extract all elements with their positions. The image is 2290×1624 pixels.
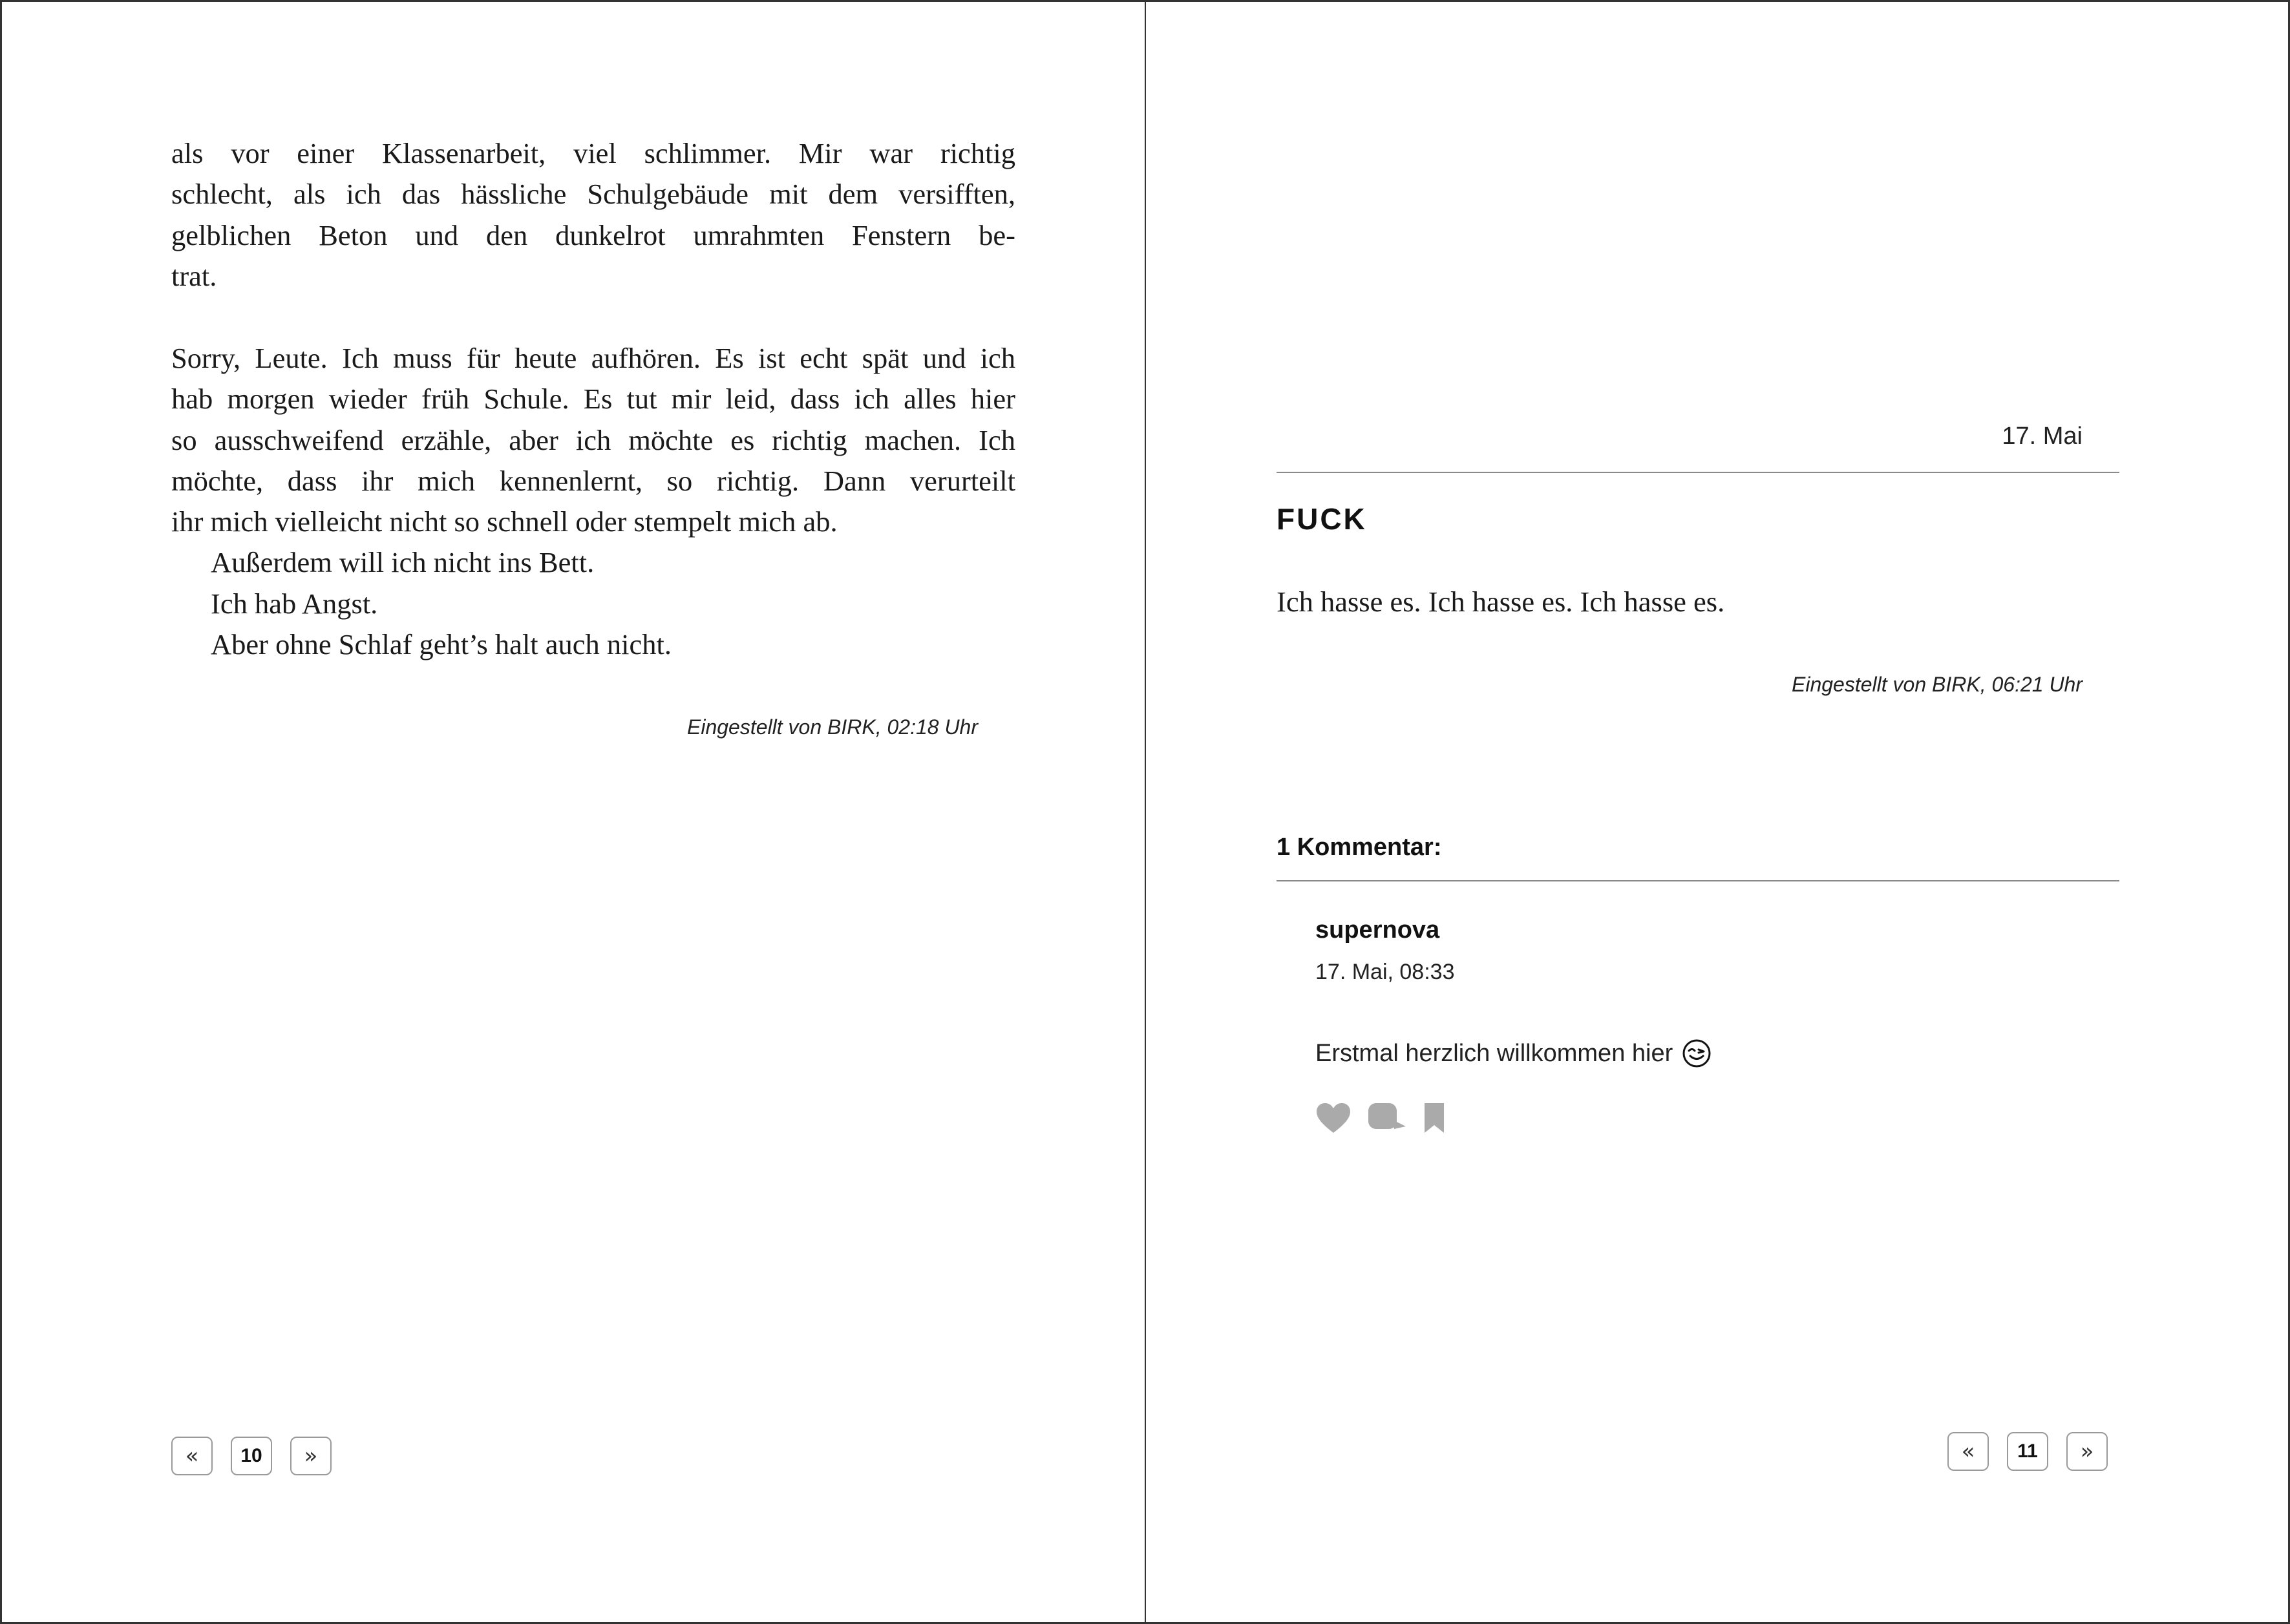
text-line: hab morgen wieder früh Schule. Es tut mir leid, dass ich alles hier	[171, 383, 1015, 416]
comment-text-content: Erstmal herzlich willkommen hier	[1315, 1039, 1673, 1067]
next-page-button[interactable]: »	[2066, 1432, 2108, 1471]
wink-smiley-icon	[1682, 1039, 1712, 1068]
pagination	[1947, 1432, 2108, 1471]
comment-text	[1315, 1039, 1712, 1068]
bookmark-icon[interactable]	[1423, 1102, 1446, 1134]
text-line: möchte, dass ihr mich kennenlernt, so richtig. Dann verurteilt	[171, 464, 1015, 497]
text-line: ihr mich vielleicht nicht so schnell oder stempelt mich ab.	[171, 505, 838, 538]
text-line: schlecht, als ich das hässliche Schulgebäude mit dem versifften,	[171, 178, 1015, 211]
post-body: Ich hasse es. Ich hasse es. Ich hasse es.	[1277, 585, 1725, 618]
heart-icon[interactable]	[1315, 1102, 1352, 1134]
text-line: Aber ohne Schlaf geht’s halt auch nicht.	[211, 628, 672, 661]
text-line: Ich hab Angst.	[211, 587, 378, 620]
prev-page-button[interactable]: «	[171, 1437, 213, 1475]
comment-date: 17. Mai, 08:33	[1315, 960, 1455, 984]
post-date: 17. Mai	[2002, 423, 2083, 450]
paragraph-1	[171, 133, 1015, 297]
next-page-button[interactable]: »	[290, 1437, 332, 1475]
pagination	[171, 1437, 332, 1475]
text-line: Außerdem will ich nicht ins Bett.	[211, 546, 595, 579]
post-signature: Eingestellt von BIRK, 02:18 Uhr	[686, 715, 978, 739]
page-number: 10	[231, 1437, 272, 1475]
post-title: FUCK	[1277, 502, 1367, 536]
divider	[1277, 880, 2119, 881]
post-signature: Eingestellt von BIRK, 06:21 Uhr	[1791, 673, 2083, 696]
prev-page-button[interactable]: «	[1947, 1432, 1989, 1471]
paragraph-2	[171, 338, 1015, 665]
text-line: gelblichen Beton und den dunkelrot umrahmten Fenstern be-	[171, 218, 1015, 251]
speech-bubble-icon[interactable]	[1367, 1102, 1407, 1134]
text-line: als vor einer Klassenarbeit, viel schlimmer. Mir war richtig	[171, 137, 1015, 169]
divider	[1277, 472, 2119, 473]
text-line: trat.	[171, 259, 217, 292]
right-page	[1146, 0, 2290, 1624]
text-line: Sorry, Leute. Ich muss für heute aufhören. Es ist echt spät und ich	[171, 342, 1015, 374]
page-number: 11	[2007, 1432, 2048, 1471]
comment-actions	[1315, 1102, 1446, 1134]
comment-author[interactable]: supernova	[1315, 916, 1440, 944]
text-line: so ausschweifend erzähle, aber ich möchte es richtig machen. Ich	[171, 423, 1015, 456]
comments-heading: 1 Kommentar:	[1277, 834, 1442, 861]
